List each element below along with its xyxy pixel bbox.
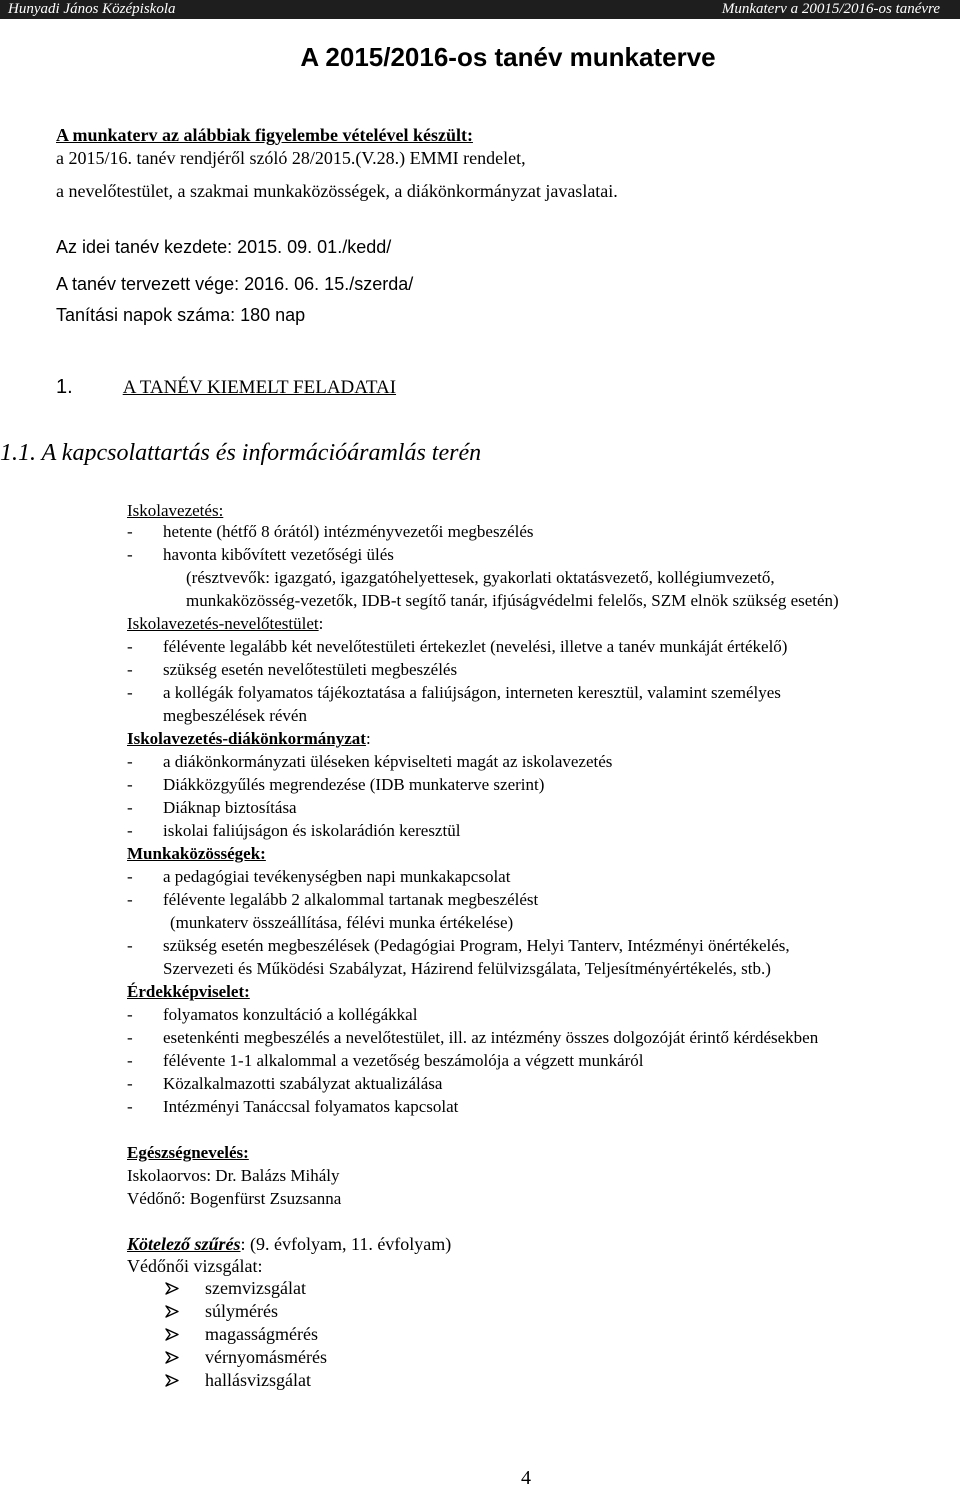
list-item xyxy=(127,750,612,773)
arrow-bullet-icon xyxy=(165,1328,179,1341)
dash-bullet: - xyxy=(127,1097,133,1116)
dash-bullet: - xyxy=(127,1005,133,1024)
teaching-days: Tanítási napok száma: 180 nap xyxy=(56,305,306,325)
list-item-text: szükség esetén nevelőtestületi megbeszélés xyxy=(163,660,458,679)
list-item-text: hetente (hétfő 8 órától) intézményvezetői megbeszélés xyxy=(163,522,534,541)
list-item-text: Intézményi Tanáccsal folyamatos kapcsolat xyxy=(163,1097,459,1116)
list-item xyxy=(127,796,612,819)
list-item-text: Diáknap biztosítása xyxy=(163,798,297,817)
group-heading-work-communities: Munkaközösségek: xyxy=(127,844,266,863)
page-header xyxy=(0,0,960,19)
representation-list xyxy=(127,1003,818,1118)
list-continuation: (résztvevők: igazgató, igazgatóhelyettesek, gyakorlati oktatásvezető, kollégiumvezető, xyxy=(186,568,775,587)
dash-bullet: - xyxy=(127,1028,133,1047)
dash-bullet: - xyxy=(127,821,133,840)
list-item xyxy=(127,1049,818,1072)
list-item xyxy=(127,681,787,704)
section-1-1-heading: 1.1. A kapcsolattartás és információáramlás terén xyxy=(0,440,482,466)
list-item-text: Diákközgyűlés megrendezése (IDB munkaterve szerint) xyxy=(163,775,545,794)
list-item-text: szükség esetén megbeszélések (Pedagógiai Program, Helyi Tanterv, Intézményi önértékelés, xyxy=(163,936,790,955)
page-title: A 2015/2016-os tanév munkaterve xyxy=(300,42,716,72)
work-communities-list-2 xyxy=(127,934,790,957)
list-item xyxy=(127,934,790,957)
student-council-list xyxy=(127,750,612,842)
header-document-title: Munkaterv a 20015/2016-os tanévre xyxy=(721,1,940,17)
screening-text: : (9. évfolyam, 11. évfolyam) xyxy=(240,1234,452,1254)
intro-line-2: a nevelőtestület, a szakmai munkaközösségek, a diákönkormányzat javaslatai. xyxy=(56,181,618,201)
list-item-text: havonta kibővített vezetőségi ülés xyxy=(163,545,394,564)
header-school-name: Hunyadi János Középiskola xyxy=(8,1,176,17)
list-item xyxy=(127,1026,818,1049)
list-item-text: a kollégák folyamatos tájékoztatása a faliújságon, interneten keresztül, valamint személyes xyxy=(163,683,781,702)
intro-heading: A munkaterv az alábbiak figyelembe vételével készült: xyxy=(56,125,473,145)
health-heading: Egészségnevelés: xyxy=(127,1143,249,1162)
list-continuation: (munkaterv összeállítása, félévi munka értékelése) xyxy=(170,913,514,932)
nurse-exam-label: Védőnői vizsgálat: xyxy=(127,1256,263,1276)
list-item xyxy=(127,658,787,681)
arrow-bullet-icon xyxy=(165,1305,179,1318)
intro-line-1: a 2015/16. tanév rendjéről szóló 28/2015.(V.28.) EMMI rendelet, xyxy=(56,148,526,168)
list-item xyxy=(127,635,787,658)
dash-bullet: - xyxy=(127,1074,133,1093)
section-1-heading xyxy=(56,376,396,399)
dash-bullet: - xyxy=(127,890,133,909)
arrow-bullet-icon xyxy=(165,1351,179,1364)
section-1-title: A TANÉV KIEMELT FELADATAI xyxy=(122,377,397,398)
exam-list xyxy=(165,1277,327,1392)
school-doctor: Iskolaorvos: Dr. Balázs Mihály xyxy=(127,1166,340,1185)
work-communities-list xyxy=(127,865,538,911)
dash-bullet: - xyxy=(127,936,133,955)
staff-list xyxy=(127,635,787,704)
list-item-text: a diákönkormányzati üléseken képviselteti magát az iskolavezetés xyxy=(163,752,613,771)
group-heading-text: Iskolavezetés-diákönkormányzat xyxy=(127,729,366,748)
group-heading-staff: Iskolavezetés-nevelőtestület: xyxy=(127,614,324,633)
arrow-bullet-icon xyxy=(165,1374,179,1387)
list-continuation: Szervezeti és Működési Szabályzat, Házirend felülvizsgálata, Teljesítményértékelés, stb.) xyxy=(163,959,771,978)
management-list xyxy=(127,520,534,566)
list-item xyxy=(127,819,612,842)
list-item-text: hallásvizsgálat xyxy=(205,1370,311,1390)
list-item-text: magasságmérés xyxy=(205,1324,318,1344)
dash-bullet: - xyxy=(127,798,133,817)
school-year-end: A tanév tervezett vége: 2016. 06. 15./szerda/ xyxy=(56,274,414,294)
group-heading-student-council: Iskolavezetés-diákönkormányzat: xyxy=(127,729,371,748)
dash-bullet: - xyxy=(127,775,133,794)
list-item-text: Közalkalmazotti szabályzat aktualizálása xyxy=(163,1074,443,1093)
list-item-text: vérnyomásmérés xyxy=(205,1347,327,1367)
dash-bullet: - xyxy=(127,752,133,771)
list-item xyxy=(127,865,538,888)
school-year-start: Az idei tanév kezdete: 2015. 09. 01./kedd/ xyxy=(56,237,392,257)
list-item-text: szemvizsgálat xyxy=(205,1278,306,1298)
dash-bullet: - xyxy=(127,683,133,702)
page-number: 4 xyxy=(521,1467,531,1489)
list-item xyxy=(165,1346,327,1369)
arrow-bullet-icon xyxy=(165,1282,179,1295)
list-continuation: megbeszélések révén xyxy=(163,706,307,725)
list-item-text: a pedagógiai tevékenységben napi munkakapcsolat xyxy=(163,867,511,886)
list-item xyxy=(127,1072,818,1095)
group-heading-management: Iskolavezetés: xyxy=(127,501,224,520)
list-item-text: folyamatos konzultáció a kollégákkal xyxy=(163,1005,418,1024)
list-item xyxy=(127,1095,818,1118)
list-item-text: félévente legalább két nevelőtestületi értekezlet (nevelési, illetve a tanév munkáját értékelő) xyxy=(163,637,788,656)
dash-bullet: - xyxy=(127,637,133,656)
list-item xyxy=(127,543,534,566)
group-heading-representation: Érdekképviselet: xyxy=(127,982,250,1001)
list-item xyxy=(165,1369,327,1392)
screening-label: Kötelező szűrés xyxy=(127,1234,241,1254)
list-item-text: félévente 1-1 alkalommal a vezetőség beszámolója a végzett munkáról xyxy=(163,1051,644,1070)
dash-bullet: - xyxy=(127,867,133,886)
list-item xyxy=(127,1003,818,1026)
list-continuation: munkaközösség-vezetők, IDB-t segítő tanár, ifjúságvédelmi felelős, SZM elnök szükség esetén) xyxy=(186,591,839,610)
list-item xyxy=(127,773,612,796)
dash-bullet: - xyxy=(127,522,133,541)
dash-bullet: - xyxy=(127,660,133,679)
list-item xyxy=(165,1277,327,1300)
list-item-text: iskolai faliújságon és iskolarádión keresztül xyxy=(163,821,461,840)
group-heading-text: Iskolavezetés-nevelőtestület xyxy=(127,614,319,633)
list-item-text: félévente legalább 2 alkalommal tartanak megbeszélést xyxy=(163,890,539,909)
list-item-text: esetenkénti megbeszélés a nevelőtestület, ill. az intézmény összes dolgozóját érintő kérdésekben xyxy=(163,1028,819,1047)
list-item-text: súlymérés xyxy=(205,1301,278,1321)
list-item xyxy=(127,520,534,543)
dash-bullet: - xyxy=(127,545,133,564)
list-item xyxy=(127,888,538,911)
section-1-number: 1. xyxy=(56,376,73,398)
mandatory-screening xyxy=(127,1233,451,1256)
dash-bullet: - xyxy=(127,1051,133,1070)
list-item xyxy=(165,1300,327,1323)
list-item xyxy=(165,1323,327,1346)
school-nurse: Védőnő: Bogenfürst Zsuzsanna xyxy=(127,1189,342,1208)
